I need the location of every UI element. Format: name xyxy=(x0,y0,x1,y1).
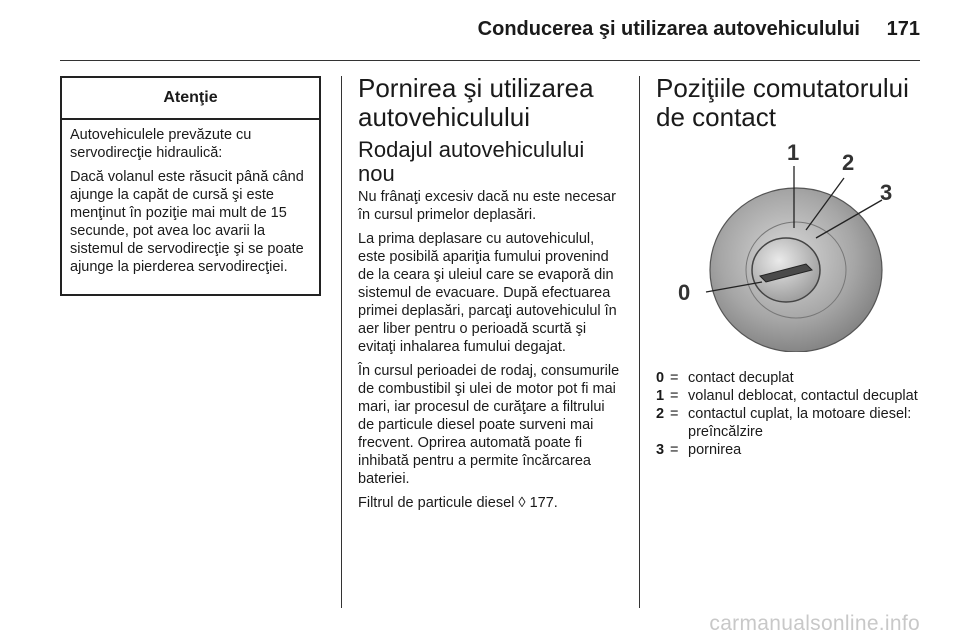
column-divider-1 xyxy=(341,76,342,608)
figure-label-0: 0 xyxy=(678,280,691,305)
figure-legend xyxy=(656,369,920,459)
legend-row xyxy=(656,405,920,441)
ignition-switch-figure xyxy=(656,142,919,352)
section-title: Pornirea şi utilizarea autovehiculului xyxy=(358,73,594,132)
legend-equals: = xyxy=(670,406,679,422)
body-paragraph: La prima deplasare cu autovehiculul, este posibilă apariţia fumului provenind de la ceara şi uleiul care se evaporă din sistemul de evacuare. După efectuarea primei deplasări, parcaţi autovehiculul în aer liber pentru o perioadă scurtă şi evitaţi inhalarea fumului degajat. xyxy=(358,231,617,355)
legend-equals: = xyxy=(670,442,679,458)
legend-row xyxy=(656,441,920,459)
legend-text: pornirea xyxy=(688,442,742,458)
legend-key: 2 xyxy=(656,406,665,422)
figure-label-3: 3 xyxy=(880,180,893,205)
watermark: carmanualsonline.info xyxy=(709,612,920,635)
warning-paragraph: Autovehiculele prevăzute cu servodirecţie hidraulică: xyxy=(70,127,252,161)
legend-equals: = xyxy=(670,388,679,404)
warning-box xyxy=(60,76,321,296)
warning-heading: Atenţie xyxy=(62,78,319,120)
ignition-title: Poziţiile comutatorului de contact xyxy=(656,73,909,132)
crossref-text: Filtrul de particule diesel xyxy=(358,495,515,511)
section-subtitle: Rodajul autovehiculului nou xyxy=(358,137,585,186)
legend-text: contactul cuplat, la motoare diesel: preîncălzire xyxy=(688,406,912,440)
column-starting xyxy=(358,74,623,518)
crossref-arrow-icon: ◊ xyxy=(518,495,526,511)
column-divider-2 xyxy=(639,76,640,608)
warning-paragraph: Dacă volanul este răsucit până când ajunge la capăt de cursă şi este menţinut în poziţie mai mult de 15 secunde, pot avea loc avarii la sistemul de servodirecţie şi se poate ajunge la pierderea servodirecţiei. xyxy=(70,169,304,275)
legend-key: 0 xyxy=(656,370,665,386)
crossref-page: 177. xyxy=(529,495,558,511)
page-header xyxy=(0,0,960,62)
column-ignition xyxy=(656,74,920,459)
legend-key: 1 xyxy=(656,388,665,404)
legend-key: 3 xyxy=(656,442,665,458)
legend-equals: = xyxy=(670,370,679,386)
page-number: 171 xyxy=(886,18,920,40)
header-title: Conducerea şi utilizarea autovehiculului xyxy=(477,18,860,40)
body-paragraph: În cursul perioadei de rodaj, consumurile de combustibil şi ulei de motor pot fi mai mari, iar procesul de curăţare a filtrului de particule diesel poate surveni mai frecvent. Oprirea automată poate fi inhibată pentru a permite încărcarea bateriei. xyxy=(358,363,620,487)
figure-label-2: 2 xyxy=(842,150,855,175)
legend-text: volanul deblocat, contactul decuplat xyxy=(688,388,918,404)
body-paragraph: Nu frânaţi excesiv dacă nu este necesar în cursul primelor deplasări. xyxy=(358,189,616,223)
figure-label-1: 1 xyxy=(787,142,800,165)
legend-row xyxy=(656,387,920,405)
legend-text: contact decuplat xyxy=(688,370,794,386)
header-divider xyxy=(60,60,920,61)
cross-reference[interactable] xyxy=(358,494,623,512)
warning-body xyxy=(62,120,319,276)
legend-row xyxy=(656,369,920,387)
